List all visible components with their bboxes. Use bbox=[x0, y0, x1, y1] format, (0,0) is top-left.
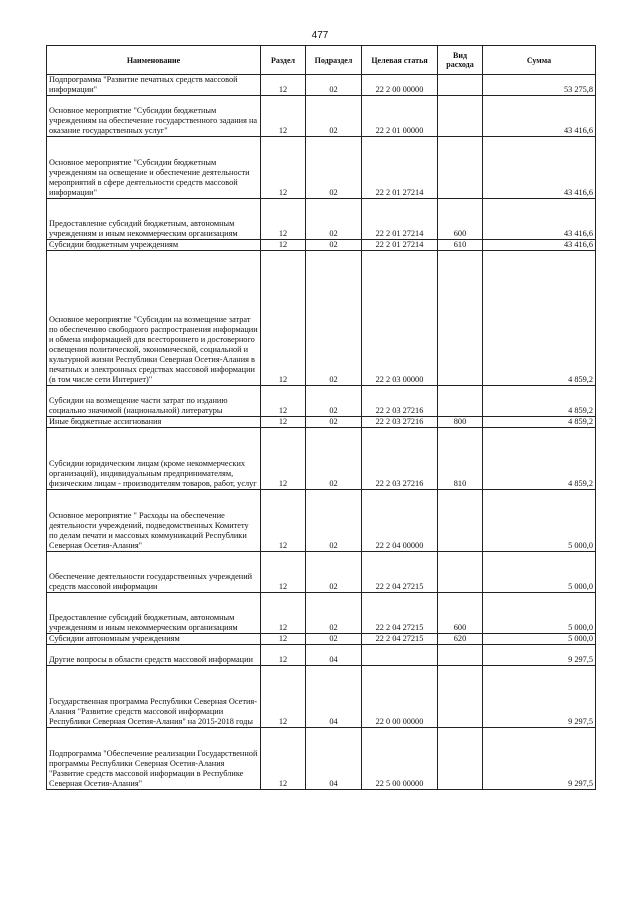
cell-amount: 53 275,8 bbox=[483, 75, 596, 96]
cell-section: 12 bbox=[261, 251, 306, 386]
cell-name: Подпрограмма "Обеспечение реализации Государственной программы Республики Северная Осетия-Алания "Развитие средств массовой информации в Республике Северная Осетия-Алания" bbox=[47, 728, 261, 790]
header-name: Наименование bbox=[47, 46, 261, 75]
cell-subsection: 02 bbox=[306, 552, 362, 593]
cell-name: Предоставление субсидий бюджетным, автономным учреждениям и иным некоммерческим организациям bbox=[47, 199, 261, 240]
cell-expense-type bbox=[438, 96, 483, 137]
table-row bbox=[47, 728, 596, 790]
cell-subsection: 02 bbox=[306, 75, 362, 96]
cell-expense-type: 810 bbox=[438, 428, 483, 490]
cell-name: Обеспечение деятельности государственных учреждений средств массовой информации bbox=[47, 552, 261, 593]
cell-name: Основное мероприятие "Субсидии на возмещение затрат по обеспечению свободного распространения информации и обмена информацией для всестороннего и достоверного освещения политической, экономической, социальной и культурной жизни Республики Северная Осетия-Алания в печатных и электронных средствах массовой информации (в том числе сети Интернет)" bbox=[47, 251, 261, 386]
cell-amount: 43 416,6 bbox=[483, 199, 596, 240]
cell-target: 22 2 03 27216 bbox=[362, 428, 438, 490]
header-section: Раздел bbox=[261, 46, 306, 75]
table-row bbox=[47, 490, 596, 552]
cell-expense-type: 800 bbox=[438, 417, 483, 428]
cell-section: 12 bbox=[261, 552, 306, 593]
cell-target: 22 0 00 00000 bbox=[362, 666, 438, 728]
cell-subsection: 04 bbox=[306, 728, 362, 790]
cell-subsection: 02 bbox=[306, 634, 362, 645]
cell-name: Подпрограмма "Развитие печатных средств массовой информации" bbox=[47, 75, 261, 96]
cell-expense-type bbox=[438, 251, 483, 386]
cell-name: Субсидии автономным учреждениям bbox=[47, 634, 261, 645]
cell-amount: 4 859,2 bbox=[483, 417, 596, 428]
cell-amount: 4 859,2 bbox=[483, 386, 596, 417]
cell-subsection: 04 bbox=[306, 645, 362, 666]
cell-expense-type: 610 bbox=[438, 240, 483, 251]
table-header-row bbox=[47, 46, 596, 75]
cell-target: 22 2 04 00000 bbox=[362, 490, 438, 552]
table-row bbox=[47, 417, 596, 428]
cell-section: 12 bbox=[261, 96, 306, 137]
cell-name: Другие вопросы в области средств массовой информации bbox=[47, 645, 261, 666]
cell-amount: 5 000,0 bbox=[483, 490, 596, 552]
cell-section: 12 bbox=[261, 490, 306, 552]
cell-expense-type: 600 bbox=[438, 593, 483, 634]
cell-expense-type bbox=[438, 728, 483, 790]
cell-section: 12 bbox=[261, 666, 306, 728]
cell-amount: 5 000,0 bbox=[483, 552, 596, 593]
cell-amount: 43 416,6 bbox=[483, 96, 596, 137]
cell-subsection: 04 bbox=[306, 666, 362, 728]
cell-target: 22 2 03 27216 bbox=[362, 417, 438, 428]
cell-amount: 9 297,5 bbox=[483, 645, 596, 666]
cell-expense-type bbox=[438, 75, 483, 96]
cell-section: 12 bbox=[261, 417, 306, 428]
cell-amount: 5 000,0 bbox=[483, 593, 596, 634]
cell-subsection: 02 bbox=[306, 96, 362, 137]
table-row bbox=[47, 96, 596, 137]
budget-table bbox=[46, 45, 596, 790]
table-row bbox=[47, 428, 596, 490]
cell-subsection: 02 bbox=[306, 593, 362, 634]
table-row bbox=[47, 645, 596, 666]
cell-target: 22 2 04 27215 bbox=[362, 593, 438, 634]
cell-name: Иные бюджетные ассигнования bbox=[47, 417, 261, 428]
cell-target: 22 2 04 27215 bbox=[362, 552, 438, 593]
cell-section: 12 bbox=[261, 137, 306, 199]
cell-target: 22 2 03 27216 bbox=[362, 386, 438, 417]
header-target: Целевая статья bbox=[362, 46, 438, 75]
cell-section: 12 bbox=[261, 645, 306, 666]
cell-expense-type bbox=[438, 552, 483, 593]
cell-target: 22 2 04 27215 bbox=[362, 634, 438, 645]
cell-subsection: 02 bbox=[306, 199, 362, 240]
cell-section: 12 bbox=[261, 240, 306, 251]
cell-name: Основное мероприятие "Субсидии бюджетным учреждениям на обеспечение государственного задания на оказание государственных услуг" bbox=[47, 96, 261, 137]
cell-subsection: 02 bbox=[306, 428, 362, 490]
cell-target: 22 2 01 27214 bbox=[362, 199, 438, 240]
cell-section: 12 bbox=[261, 428, 306, 490]
cell-target: 22 2 00 00000 bbox=[362, 75, 438, 96]
table-row bbox=[47, 251, 596, 386]
cell-subsection: 02 bbox=[306, 386, 362, 417]
cell-name: Субсидии на возмещение части затрат по изданию социально значимой (национальной) литературы bbox=[47, 386, 261, 417]
cell-name: Предоставление субсидий бюджетным, автономным учреждениям и иным некоммерческим организациям bbox=[47, 593, 261, 634]
cell-target: 22 2 01 27214 bbox=[362, 240, 438, 251]
cell-subsection: 02 bbox=[306, 137, 362, 199]
header-amount: Сумма bbox=[483, 46, 596, 75]
cell-section: 12 bbox=[261, 386, 306, 417]
cell-amount: 9 297,5 bbox=[483, 666, 596, 728]
cell-section: 12 bbox=[261, 634, 306, 645]
header-expense-type: Вид расхода bbox=[438, 46, 483, 75]
cell-section: 12 bbox=[261, 199, 306, 240]
cell-target: 22 2 03 00000 bbox=[362, 251, 438, 386]
cell-name: Основное мероприятие " Расходы на обеспечение деятельности учреждений, подведомственных Комитету по делам печати и массовых коммуникаций Республики Северная Осетия-Алания" bbox=[47, 490, 261, 552]
cell-target: 22 2 01 00000 bbox=[362, 96, 438, 137]
table-row bbox=[47, 199, 596, 240]
cell-target: 22 5 00 00000 bbox=[362, 728, 438, 790]
table-row bbox=[47, 75, 596, 96]
cell-expense-type: 600 bbox=[438, 199, 483, 240]
table-row bbox=[47, 240, 596, 251]
cell-expense-type bbox=[438, 490, 483, 552]
table-row bbox=[47, 386, 596, 417]
cell-target: 22 2 01 27214 bbox=[362, 137, 438, 199]
table-row bbox=[47, 137, 596, 199]
cell-section: 12 bbox=[261, 728, 306, 790]
cell-subsection: 02 bbox=[306, 240, 362, 251]
table-body bbox=[47, 75, 596, 790]
cell-name: Субсидии юридическим лицам (кроме некоммерческих организаций), индивидуальным предпринимателям, физическим лицам - производителям товаров, работ, услуг bbox=[47, 428, 261, 490]
cell-subsection: 02 bbox=[306, 490, 362, 552]
cell-expense-type bbox=[438, 137, 483, 199]
table-row bbox=[47, 634, 596, 645]
cell-section: 12 bbox=[261, 593, 306, 634]
table-row bbox=[47, 593, 596, 634]
cell-amount: 5 000,0 bbox=[483, 634, 596, 645]
cell-amount: 4 859,2 bbox=[483, 428, 596, 490]
header-subsection: Подраздел bbox=[306, 46, 362, 75]
cell-subsection: 02 bbox=[306, 251, 362, 386]
cell-amount: 9 297,5 bbox=[483, 728, 596, 790]
cell-subsection: 02 bbox=[306, 417, 362, 428]
cell-amount: 4 859,2 bbox=[483, 251, 596, 386]
cell-expense-type bbox=[438, 645, 483, 666]
table-row bbox=[47, 666, 596, 728]
cell-expense-type bbox=[438, 386, 483, 417]
cell-name: Основное мероприятие "Субсидии бюджетным учреждениям на освещение и обеспечение деятельности мероприятий в сфере деятельности средств массовой информации" bbox=[47, 137, 261, 199]
cell-expense-type bbox=[438, 666, 483, 728]
cell-section: 12 bbox=[261, 75, 306, 96]
cell-amount: 43 416,6 bbox=[483, 240, 596, 251]
table-row bbox=[47, 552, 596, 593]
page-number: 477 bbox=[311, 30, 329, 41]
cell-amount: 43 416,6 bbox=[483, 137, 596, 199]
cell-name: Государственная программа Республики Северная Осетия-Алания "Развитие средств массовой информации Республики Северная Осетия-Алания" на 2015-2018 годы bbox=[47, 666, 261, 728]
cell-expense-type: 620 bbox=[438, 634, 483, 645]
cell-name: Субсидии бюджетным учреждениям bbox=[47, 240, 261, 251]
cell-target bbox=[362, 645, 438, 666]
